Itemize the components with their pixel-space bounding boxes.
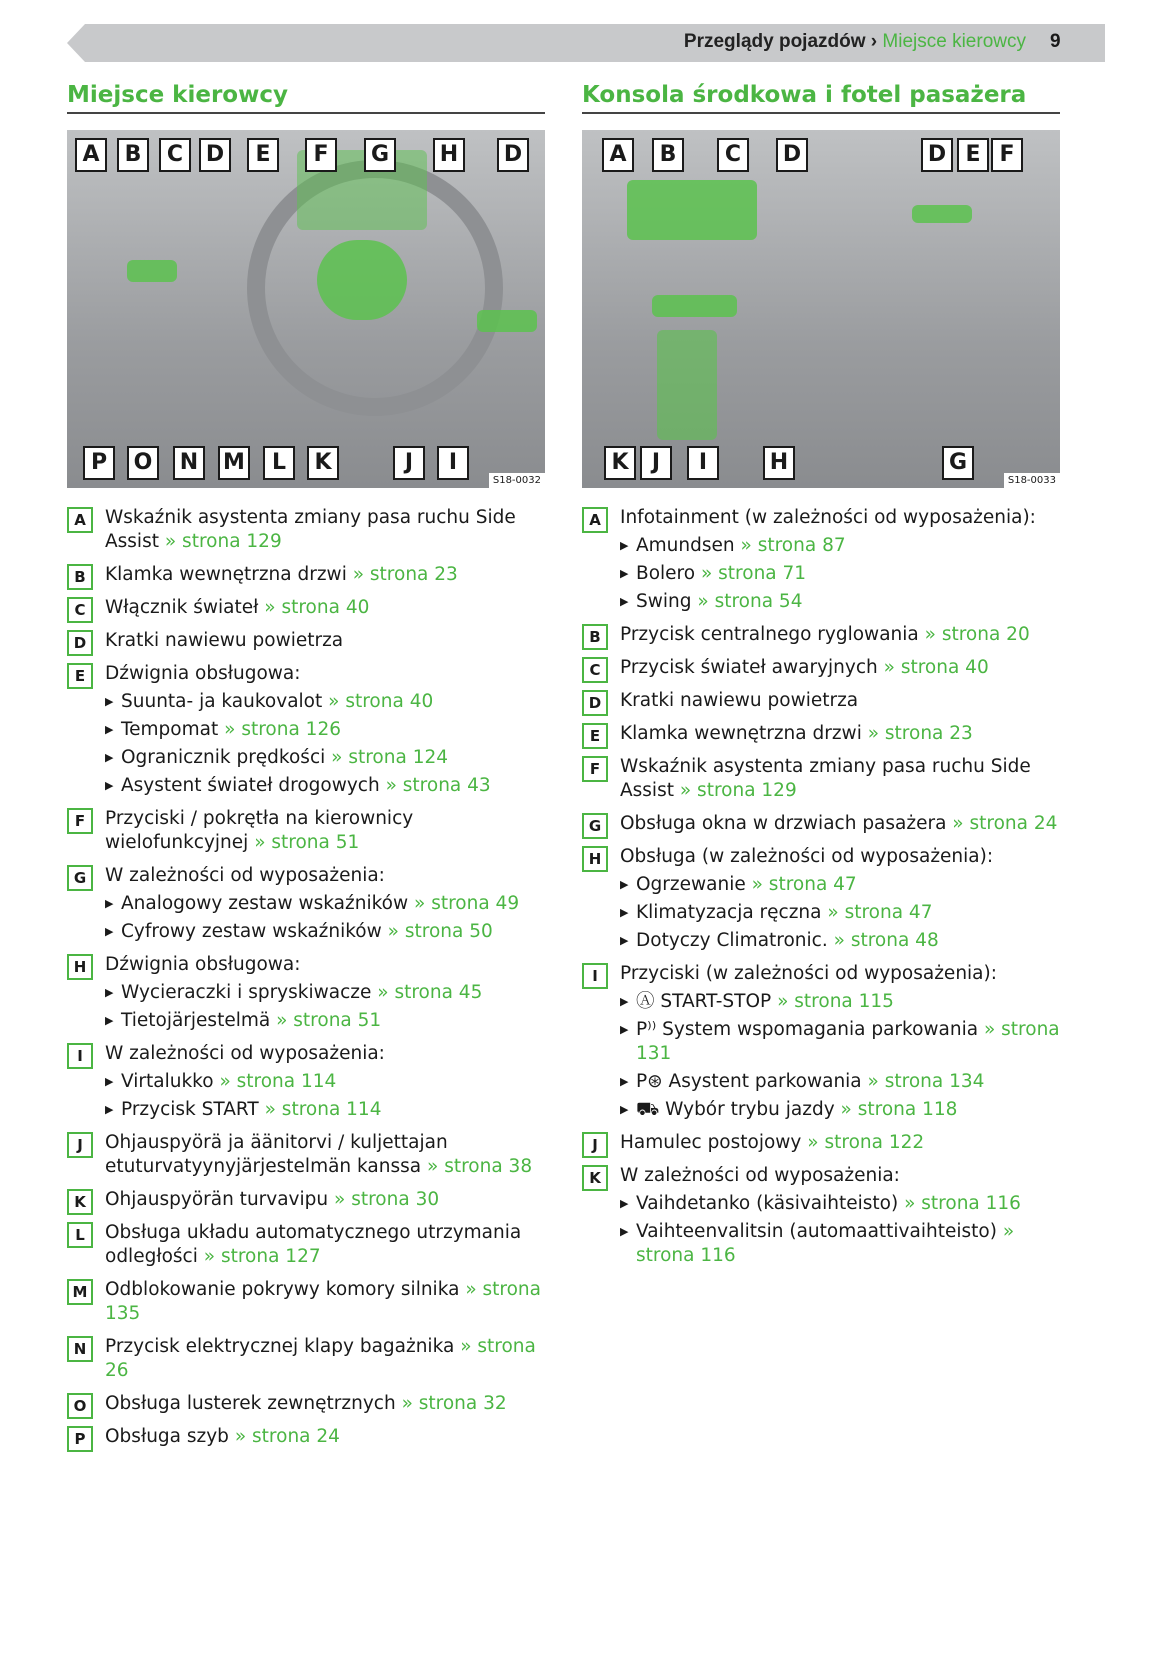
page-link[interactable]: » strona 40 (328, 691, 434, 712)
callout-label: B (652, 138, 684, 172)
legend-item (582, 1131, 1060, 1155)
page-link[interactable]: » strona 47 (827, 902, 933, 923)
item-text: Przyciski / pokrętła na kierownicy wielofunkcyjnej (105, 808, 414, 853)
item-text: Obsługa lusterek zewnętrznych (105, 1393, 396, 1414)
item-text: Przycisk elektrycznej klapy bagażnika (105, 1336, 455, 1357)
legend-key: H (67, 954, 93, 980)
sub-item (620, 873, 1060, 897)
sub-item-text: Ⓐ START-STOP (636, 991, 772, 1012)
page-link[interactable]: » strona 26 (105, 1336, 536, 1381)
sub-item (105, 774, 545, 798)
page-link[interactable]: » strona 116 (636, 1221, 1015, 1266)
callout-label: C (159, 138, 191, 172)
sub-item (105, 1098, 545, 1122)
sub-item (105, 746, 545, 770)
page-link[interactable]: » strona 47 (751, 874, 857, 895)
legend-list (582, 506, 1060, 1268)
sub-item (620, 1192, 1060, 1216)
sub-item (620, 1220, 1060, 1268)
image-code: S18-0032 (489, 473, 545, 488)
infotainment-highlight (627, 180, 757, 240)
item-text: Infotainment (w zależności od wyposażenia): (620, 507, 1036, 528)
legend-item (582, 623, 1060, 647)
page-link[interactable]: » strona 30 (334, 1189, 440, 1210)
legend-key: P (67, 1426, 93, 1452)
legend-item (67, 629, 545, 653)
sub-item (620, 901, 1060, 925)
legend-item (582, 689, 1060, 713)
callout-label: H (433, 138, 465, 172)
page-link[interactable]: » strona 20 (924, 624, 1030, 645)
callout-label: D (776, 138, 808, 172)
legend-key: E (67, 663, 93, 689)
legend-item (582, 962, 1060, 1122)
callout-label: G (942, 446, 974, 480)
sub-item-text: Analogowy zestaw wskaźników (121, 893, 409, 914)
legend-key: K (67, 1189, 93, 1215)
legend-key: E (582, 723, 608, 749)
legend-item (582, 755, 1060, 803)
item-text: Hamulec postojowy (620, 1132, 802, 1153)
legend-key: D (67, 630, 93, 656)
legend-item (67, 662, 545, 798)
sub-item-text: Tietojärjestelmä (121, 1010, 271, 1031)
airbag-highlight (317, 240, 407, 320)
sub-item (105, 981, 545, 1005)
page-link[interactable]: » strona 114 (219, 1071, 337, 1092)
callout-label: A (602, 138, 634, 172)
sub-item (105, 690, 545, 714)
legend-item (67, 1221, 545, 1269)
item-text: Ohjauspyörän turvavipu (105, 1189, 329, 1210)
sub-item (620, 534, 1060, 558)
callout-label: J (640, 446, 672, 480)
page-link[interactable]: » strona 115 (777, 991, 894, 1012)
legend-item (67, 1131, 545, 1179)
legend-key: J (67, 1132, 93, 1158)
legend-key: B (67, 564, 93, 590)
callout-label: D (199, 138, 231, 172)
legend-key: M (67, 1279, 93, 1305)
page-link[interactable]: » strona 48 (833, 930, 939, 951)
sub-item-text: Swing (636, 591, 692, 612)
page-link[interactable]: » strona 116 (904, 1193, 1021, 1214)
legend-item (67, 1278, 545, 1326)
legend-key: J (582, 1132, 608, 1158)
image-code: S18-0033 (1004, 473, 1060, 488)
legend-key: F (582, 756, 608, 782)
callout-label: F (991, 138, 1023, 172)
item-text: Włącznik świateł (105, 597, 259, 618)
callout-label: K (307, 446, 339, 480)
page-link[interactable]: » strona 129 (164, 531, 282, 552)
item-text: Klamka wewnętrzna drzwi (620, 723, 862, 744)
item-text: Obsługa (w zależności od wyposażenia): (620, 846, 994, 867)
section-title: Miejsce kierowcy (67, 82, 545, 114)
callout-label: F (305, 138, 337, 172)
callout-label: D (497, 138, 529, 172)
breadcrumb-section: Przeglądy pojazdów › (683, 31, 878, 52)
sub-item-text: Vaihdetanko (käsivaihteisto) (636, 1193, 899, 1214)
sub-item-text: Przycisk START (121, 1099, 259, 1120)
page-link[interactable]: » strona 54 (697, 591, 803, 612)
callout-label: O (127, 446, 159, 480)
callout-label: M (218, 446, 250, 480)
legend-item (67, 1335, 545, 1383)
callout-label: I (687, 446, 719, 480)
legend-key: C (67, 597, 93, 623)
item-text: Klamka wewnętrzna drzwi (105, 564, 347, 585)
legend-item (67, 864, 545, 944)
callout-label: A (75, 138, 107, 172)
legend-item (582, 1164, 1060, 1268)
sub-item (620, 1098, 1060, 1122)
sub-item-text: Ogrzewanie (636, 874, 746, 895)
sub-item (620, 990, 1060, 1014)
callout-label: D (921, 138, 953, 172)
sub-item-text: Amundsen (636, 535, 735, 556)
sub-item (105, 718, 545, 742)
page-link[interactable]: » strona 124 (331, 747, 449, 768)
legend-key: A (67, 507, 93, 533)
legend-item (67, 596, 545, 620)
sub-item-text: Ogranicznik prędkości (121, 747, 326, 768)
item-text: Wskaźnik asystenta zmiany pasa ruchu Side Assist (620, 756, 1031, 801)
legend-key: O (67, 1393, 93, 1419)
page-number: 9 (1050, 31, 1061, 52)
callout-label: J (393, 446, 425, 480)
page-link[interactable]: » strona 118 (840, 1099, 958, 1120)
sub-item-text: Klimatyzacja ręczna (636, 902, 822, 923)
climate-highlight (652, 295, 737, 317)
page-link[interactable]: » strona 23 (867, 723, 973, 744)
item-text: W zależności od wyposażenia: (105, 865, 385, 886)
page-link[interactable]: » strona 131 (636, 1019, 1060, 1064)
sub-item-text: Cyfrowy zestaw wskaźników (121, 921, 382, 942)
page-link[interactable]: » strona 127 (203, 1246, 321, 1267)
legend-key: B (582, 624, 608, 650)
page-link[interactable]: » strona 134 (867, 1071, 985, 1092)
item-text: Ohjauspyörä ja äänitorvi / kuljettajan etuturvatyynyjärjestelmän kanssa (105, 1132, 448, 1177)
sub-item (620, 562, 1060, 586)
sub-item (105, 892, 545, 916)
sub-item-text: P⊛ Asystent parkowania (636, 1071, 862, 1092)
callout-label: I (437, 446, 469, 480)
page-link[interactable]: » strona 32 (401, 1393, 507, 1414)
legend-list (67, 506, 545, 1449)
legend-key: N (67, 1336, 93, 1362)
sub-item-text: Tempomat (121, 719, 219, 740)
item-text: Dźwignia obsługowa: (105, 954, 301, 975)
sub-item (620, 929, 1060, 953)
page-link[interactable]: » strona 114 (264, 1099, 382, 1120)
page-link[interactable]: » strona 51 (254, 832, 360, 853)
sub-item-text: ⛟ Wybór trybu jazdy (636, 1099, 835, 1120)
legend-item (67, 1425, 545, 1449)
page-link[interactable]: » strona 49 (414, 893, 520, 914)
vent-highlight (912, 205, 972, 223)
callout-label: E (247, 138, 279, 172)
callout-label: P (83, 446, 115, 480)
page-link[interactable]: » strona 87 (740, 535, 846, 556)
legend-key: F (67, 808, 93, 834)
item-text: W zależności od wyposażenia: (620, 1165, 900, 1186)
legend-item (67, 953, 545, 1033)
legend-item (582, 845, 1060, 953)
callout-label: G (364, 138, 396, 172)
legend-key: K (582, 1165, 608, 1191)
page-link[interactable]: » strona 71 (700, 563, 807, 584)
legend-item (582, 812, 1060, 836)
sub-item (620, 590, 1060, 614)
breadcrumb-current: Miejsce kierowcy (882, 31, 1026, 52)
page-link[interactable]: » strona 40 (883, 657, 989, 678)
item-text: Wskaźnik asystenta zmiany pasa ruchu Side Assist (105, 507, 516, 552)
callout-label: E (957, 138, 989, 172)
sub-item-text: Suunta- ja kaukovalot (121, 691, 323, 712)
item-text: Odblokowanie pokrywy komory silnika (105, 1279, 460, 1300)
item-text: Kratki nawiewu powietrza (620, 690, 859, 711)
page-link[interactable]: » strona 135 (105, 1279, 541, 1324)
item-text: Przycisk świateł awaryjnych (620, 657, 878, 678)
callout-label: B (117, 138, 149, 172)
sub-item-text: Virtalukko (121, 1071, 214, 1092)
legend-item (67, 1392, 545, 1416)
vent-highlight (477, 310, 537, 332)
legend-key: G (67, 865, 93, 891)
console-section (582, 0, 1060, 1277)
legend-key: A (582, 507, 608, 533)
item-text: Obsługa okna w drzwiach pasażera (620, 813, 947, 834)
page-link[interactable]: » strona 129 (679, 780, 797, 801)
driver-section (67, 0, 545, 1458)
sub-item-text: Dotyczy Climatronic. (636, 930, 828, 951)
item-text: Obsługa układu automatycznego utrzymania odległości (105, 1222, 522, 1267)
legend-item (67, 506, 545, 554)
callout-label: H (763, 446, 795, 480)
page-link[interactable]: » strona 24 (952, 813, 1058, 834)
page-link[interactable]: » strona 23 (352, 564, 458, 585)
legend-item (67, 1042, 545, 1122)
sub-item (105, 920, 545, 944)
sub-item-text: Asystent świateł drogowych (121, 775, 380, 796)
page-link[interactable]: » strona 24 (234, 1426, 340, 1447)
callout-label: N (173, 446, 205, 480)
item-text: W zależności od wyposażenia: (105, 1043, 385, 1064)
callout-label: K (604, 446, 636, 480)
section-title: Konsola środkowa i fotel pasażera (582, 82, 1060, 114)
item-text: Kratki nawiewu powietrza (105, 630, 344, 651)
sub-item-text: Bolero (636, 563, 696, 584)
sub-item (620, 1070, 1060, 1094)
page-link[interactable]: » strona 40 (264, 597, 370, 618)
legend-item (67, 807, 545, 855)
legend-key: C (582, 657, 608, 683)
sub-item (105, 1070, 545, 1094)
item-text: Przyciski (w zależności od wyposażenia): (620, 963, 997, 984)
page-link[interactable]: » strona 43 (385, 775, 491, 796)
legend-key: D (582, 690, 608, 716)
page-link[interactable]: » strona 50 (387, 921, 493, 942)
legend-item (67, 1188, 545, 1212)
legend-key: I (582, 963, 608, 989)
page-link[interactable]: » strona 126 (224, 719, 341, 740)
legend-key: I (67, 1043, 93, 1069)
item-text: Obsługa szyb (105, 1426, 229, 1447)
sub-item-text: Wycieraczki i spryskiwacze (121, 982, 372, 1003)
callout-label: L (263, 446, 295, 480)
item-text: Przycisk centralnego ryglowania (620, 624, 919, 645)
legend-item (582, 656, 1060, 680)
legend-item (582, 506, 1060, 614)
legend-key: G (582, 813, 608, 839)
page-link[interactable]: » strona 51 (276, 1010, 382, 1031)
page-link[interactable]: » strona 38 (427, 1156, 533, 1177)
legend-item (582, 722, 1060, 746)
legend-item (67, 563, 545, 587)
sub-item (620, 1018, 1060, 1066)
legend-key: H (582, 846, 608, 872)
legend-key: L (67, 1222, 93, 1248)
item-text: Dźwignia obsługowa: (105, 663, 301, 684)
center-console-illustration (582, 130, 1060, 488)
sub-item-text: P⁾⁾ System wspomagania parkowania (636, 1019, 979, 1040)
sub-item (105, 1009, 545, 1033)
gear-lever-highlight (657, 330, 717, 440)
callout-label: C (717, 138, 749, 172)
door-handle-highlight (127, 260, 177, 282)
page-link[interactable]: » strona 45 (377, 982, 483, 1003)
driver-cockpit-illustration (67, 130, 545, 488)
sub-item-text: Vaihteenvalitsin (automaattivaihteisto) (636, 1221, 997, 1242)
page-link[interactable]: » strona 122 (807, 1132, 925, 1153)
